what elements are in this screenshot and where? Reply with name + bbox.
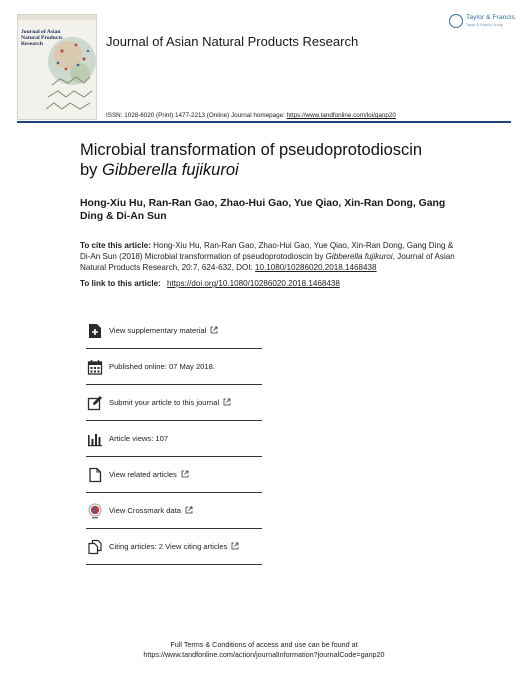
external-link-icon <box>223 398 231 406</box>
article-title <box>80 140 480 180</box>
document-icon <box>87 467 103 483</box>
journal-title[interactable]: Journal of Asian Natural Products Research <box>106 34 359 49</box>
article-title-line1: Microbial transformation of pseudoprotodioscin <box>80 141 423 159</box>
footer-terms-text: Full Terms & Conditions of access and use can be found at <box>170 640 358 649</box>
journal-homepage-link[interactable]: https://www.tandfonline.com/loi/ganp20 <box>286 112 396 119</box>
view-related-articles-link[interactable] <box>86 457 262 493</box>
issn-text: ISSN: 1028-6020 (Print) 1477-2213 (Online) Journal homepage: <box>106 112 287 119</box>
footer-terms-link[interactable]: https://www.tandfonline.com/action/journalInformation?journalCode=ganp20 <box>143 650 385 659</box>
citation-block <box>80 240 455 273</box>
publisher-name: Taylor & Francis <box>466 14 515 21</box>
article-views-item <box>86 421 262 457</box>
external-link-icon <box>181 470 189 478</box>
article-title-by: by <box>80 161 103 179</box>
supplementary-label: View supplementary material <box>109 326 207 335</box>
edit-icon <box>87 395 103 411</box>
published-online-item <box>86 349 262 385</box>
publisher-logo-icon <box>449 14 463 28</box>
article-authors: Hong-Xiu Hu, Ran-Ran Gao, Zhao-Hui Gao, Yue Qiao, Xin-Ran Dong, Gang Ding & Di-An Sun <box>80 198 446 222</box>
citing-articles-label: Citing articles: 2 View citing articles <box>109 542 228 551</box>
view-crossmark-data-link[interactable] <box>86 493 262 529</box>
header-divider <box>17 121 511 123</box>
article-link-label: To link to this article: <box>80 279 164 288</box>
submit-article-link[interactable] <box>86 385 262 421</box>
publisher-logo[interactable] <box>449 13 515 33</box>
cover-title: Journal of Asian Natural Products Research <box>21 29 63 48</box>
citation-organism: Gibberella fujikuroi <box>325 252 393 261</box>
calendar-icon <box>87 359 103 375</box>
article-title-organism: Gibberella fujikuroi <box>102 161 239 179</box>
crossmark-label: View Crossmark data <box>109 506 182 515</box>
publisher-tagline: Taylor & Francis Group <box>466 23 503 27</box>
published-online-label: Published online: 07 May 2018. <box>109 362 215 371</box>
view-supplementary-material-link[interactable] <box>86 313 262 349</box>
issn-line <box>106 112 396 119</box>
citation-text: Hong-Xiu Hu, Ran-Ran Gao, Zhao-Hui Gao, Yue Qiao, Xin-Ran Dong, Gang Ding & Di-An Sun (2018) Microbial transformation of pseudoprotodioscin by <box>80 241 454 261</box>
footer <box>0 640 528 660</box>
article-link-line <box>80 278 340 289</box>
journal-cover-image <box>17 14 97 120</box>
citing-articles-link[interactable] <box>86 529 262 565</box>
citation-doi-link[interactable]: 10.1080/10286020.2018.1468438 <box>255 263 377 272</box>
citation-label: To cite this article: <box>80 241 151 250</box>
external-link-icon <box>185 506 193 514</box>
external-link-icon <box>210 326 218 334</box>
file-plus-icon <box>87 323 103 339</box>
article-views-label: Article views: 107 <box>109 434 169 443</box>
crossmark-icon <box>87 503 103 519</box>
external-link-icon <box>231 542 239 550</box>
article-doi-url[interactable]: https://doi.org/10.1080/10286020.2018.1468438 <box>167 279 340 288</box>
citation-text-2: , Journal of Asian Natural Products Research, 20:7, 624-632, DOI: <box>80 252 455 272</box>
related-articles-label: View related articles <box>109 470 177 479</box>
bar-chart-icon <box>87 431 103 447</box>
citing-documents-icon <box>87 539 103 555</box>
submit-article-label: Submit your article to this journal <box>109 398 220 407</box>
